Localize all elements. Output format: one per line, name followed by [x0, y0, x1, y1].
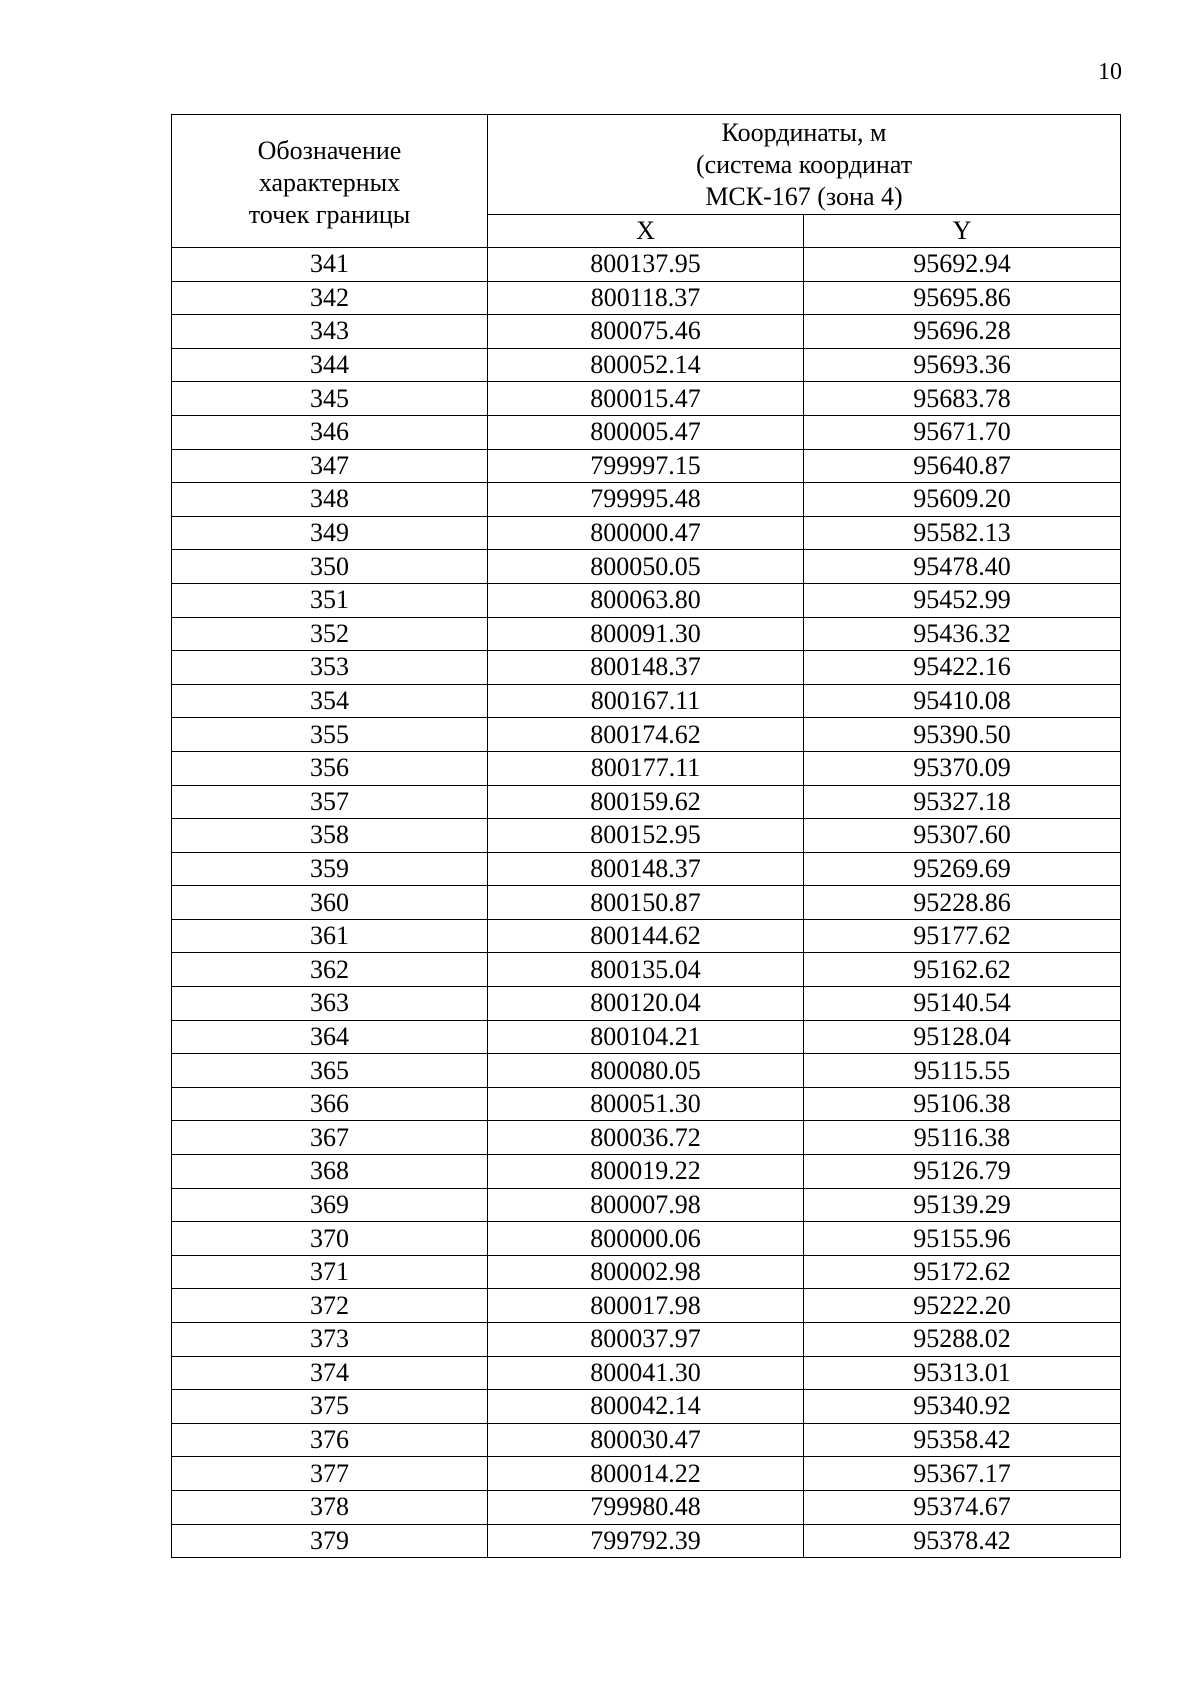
point-cell: 376 [172, 1423, 488, 1457]
x-coordinate-cell: 800000.47 [488, 516, 804, 550]
table-row [172, 449, 1121, 483]
x-coordinate-cell: 800075.46 [488, 315, 804, 349]
point-cell: 366 [172, 1087, 488, 1121]
point-cell: 358 [172, 819, 488, 853]
x-coordinate-cell: 800148.37 [488, 651, 804, 685]
y-coordinate-cell: 95126.79 [804, 1155, 1121, 1189]
y-coordinate-cell: 95696.28 [804, 315, 1121, 349]
point-cell: 375 [172, 1390, 488, 1424]
point-cell: 344 [172, 348, 488, 382]
point-cell: 379 [172, 1524, 488, 1558]
point-cell: 348 [172, 483, 488, 517]
point-cell: 351 [172, 583, 488, 617]
table-row [172, 886, 1121, 920]
y-coordinate-cell: 95671.70 [804, 415, 1121, 449]
header-point-line: характерных [258, 168, 401, 197]
x-coordinate-cell: 800091.30 [488, 617, 804, 651]
header-coords-line: Координаты, м [721, 117, 887, 147]
header-point-line: точек границы [248, 200, 411, 229]
y-coordinate-cell: 95228.86 [804, 886, 1121, 920]
table-row [172, 382, 1121, 416]
y-coordinate-cell: 95367.17 [804, 1457, 1121, 1491]
point-cell: 350 [172, 550, 488, 584]
point-cell: 361 [172, 919, 488, 953]
y-coordinate-cell: 95640.87 [804, 449, 1121, 483]
y-coordinate-cell: 95370.09 [804, 751, 1121, 785]
table-row [172, 1524, 1121, 1558]
header-x: X [488, 215, 804, 248]
point-cell: 347 [172, 449, 488, 483]
table-row [172, 483, 1121, 517]
x-coordinate-cell: 800159.62 [488, 785, 804, 819]
x-coordinate-cell: 800050.05 [488, 550, 804, 584]
table-row [172, 1155, 1121, 1189]
x-coordinate-cell: 800063.80 [488, 583, 804, 617]
x-coordinate-cell: 800144.62 [488, 919, 804, 953]
x-coordinate-cell: 800019.22 [488, 1155, 804, 1189]
x-coordinate-cell: 800148.37 [488, 852, 804, 886]
point-cell: 367 [172, 1121, 488, 1155]
y-coordinate-cell: 95582.13 [804, 516, 1121, 550]
table-row [172, 919, 1121, 953]
point-cell: 356 [172, 751, 488, 785]
y-coordinate-cell: 95172.62 [804, 1255, 1121, 1289]
x-coordinate-cell: 799995.48 [488, 483, 804, 517]
y-coordinate-cell: 95116.38 [804, 1121, 1121, 1155]
coordinates-table [171, 114, 1121, 1558]
x-coordinate-cell: 800104.21 [488, 1020, 804, 1054]
table-row [172, 684, 1121, 718]
x-coordinate-cell: 799997.15 [488, 449, 804, 483]
header-coords-line: (система координат [695, 149, 913, 179]
header-coords-line: МСК-167 (зона 4) [705, 181, 903, 211]
header-coordinates [488, 115, 1121, 215]
table-header [172, 115, 1121, 248]
x-coordinate-cell: 800080.05 [488, 1054, 804, 1088]
x-coordinate-cell: 800174.62 [488, 718, 804, 752]
point-cell: 345 [172, 382, 488, 416]
table-row [172, 1457, 1121, 1491]
point-cell: 359 [172, 852, 488, 886]
table-row [172, 718, 1121, 752]
y-coordinate-cell: 95378.42 [804, 1524, 1121, 1558]
y-coordinate-cell: 95106.38 [804, 1087, 1121, 1121]
x-coordinate-cell: 800017.98 [488, 1289, 804, 1323]
point-cell: 362 [172, 953, 488, 987]
point-cell: 371 [172, 1255, 488, 1289]
table-row [172, 1323, 1121, 1357]
x-coordinate-cell: 800042.14 [488, 1390, 804, 1424]
point-cell: 343 [172, 315, 488, 349]
point-cell: 352 [172, 617, 488, 651]
x-coordinate-cell: 800037.97 [488, 1323, 804, 1357]
y-coordinate-cell: 95609.20 [804, 483, 1121, 517]
x-coordinate-cell: 800150.87 [488, 886, 804, 920]
x-coordinate-cell: 800137.95 [488, 248, 804, 282]
table-row [172, 1289, 1121, 1323]
y-coordinate-cell: 95313.01 [804, 1356, 1121, 1390]
y-coordinate-cell: 95140.54 [804, 987, 1121, 1021]
y-coordinate-cell: 95139.29 [804, 1188, 1121, 1222]
y-coordinate-cell: 95422.16 [804, 651, 1121, 685]
table-row [172, 651, 1121, 685]
y-coordinate-cell: 95222.20 [804, 1289, 1121, 1323]
table-row [172, 785, 1121, 819]
point-cell: 353 [172, 651, 488, 685]
point-cell: 372 [172, 1289, 488, 1323]
header-y: Y [804, 215, 1121, 248]
table-row [172, 1054, 1121, 1088]
x-coordinate-cell: 800118.37 [488, 281, 804, 315]
page-number: 10 [1098, 59, 1122, 85]
x-coordinate-cell: 800152.95 [488, 819, 804, 853]
y-coordinate-cell: 95307.60 [804, 819, 1121, 853]
table-row [172, 415, 1121, 449]
x-coordinate-cell: 800120.04 [488, 987, 804, 1021]
point-cell: 360 [172, 886, 488, 920]
table-row [172, 1087, 1121, 1121]
y-coordinate-cell: 95340.92 [804, 1390, 1121, 1424]
point-cell: 368 [172, 1155, 488, 1189]
x-coordinate-cell: 800030.47 [488, 1423, 804, 1457]
y-coordinate-cell: 95478.40 [804, 550, 1121, 584]
x-coordinate-cell: 800052.14 [488, 348, 804, 382]
table-row [172, 281, 1121, 315]
y-coordinate-cell: 95695.86 [804, 281, 1121, 315]
x-coordinate-cell: 800005.47 [488, 415, 804, 449]
y-coordinate-cell: 95177.62 [804, 919, 1121, 953]
x-coordinate-cell: 800177.11 [488, 751, 804, 785]
point-cell: 370 [172, 1222, 488, 1256]
x-coordinate-cell: 800015.47 [488, 382, 804, 416]
table-row [172, 1356, 1121, 1390]
table-row [172, 819, 1121, 853]
point-cell: 377 [172, 1457, 488, 1491]
x-coordinate-cell: 800051.30 [488, 1087, 804, 1121]
table-row [172, 248, 1121, 282]
table-row [172, 348, 1121, 382]
table-row [172, 1255, 1121, 1289]
point-cell: 378 [172, 1490, 488, 1524]
x-coordinate-cell: 800007.98 [488, 1188, 804, 1222]
x-coordinate-cell: 800000.06 [488, 1222, 804, 1256]
point-cell: 357 [172, 785, 488, 819]
x-coordinate-cell: 799980.48 [488, 1490, 804, 1524]
table-body [172, 248, 1121, 1558]
header-point-designation [172, 115, 488, 248]
y-coordinate-cell: 95128.04 [804, 1020, 1121, 1054]
table-row [172, 1121, 1121, 1155]
point-cell: 374 [172, 1356, 488, 1390]
y-coordinate-cell: 95693.36 [804, 348, 1121, 382]
x-coordinate-cell: 800014.22 [488, 1457, 804, 1491]
point-cell: 363 [172, 987, 488, 1021]
point-cell: 346 [172, 415, 488, 449]
table-row [172, 617, 1121, 651]
y-coordinate-cell: 95374.67 [804, 1490, 1121, 1524]
point-cell: 342 [172, 281, 488, 315]
table-row [172, 516, 1121, 550]
table-row [172, 1423, 1121, 1457]
table-row [172, 1390, 1121, 1424]
table-row [172, 583, 1121, 617]
y-coordinate-cell: 95390.50 [804, 718, 1121, 752]
y-coordinate-cell: 95115.55 [804, 1054, 1121, 1088]
point-cell: 354 [172, 684, 488, 718]
point-cell: 355 [172, 718, 488, 752]
header-point-line: Обозначение [257, 136, 402, 165]
table-row [172, 1222, 1121, 1256]
table-row [172, 852, 1121, 886]
point-cell: 364 [172, 1020, 488, 1054]
y-coordinate-cell: 95436.32 [804, 617, 1121, 651]
table-row [172, 1490, 1121, 1524]
y-coordinate-cell: 95155.96 [804, 1222, 1121, 1256]
x-coordinate-cell: 800041.30 [488, 1356, 804, 1390]
y-coordinate-cell: 95410.08 [804, 684, 1121, 718]
y-coordinate-cell: 95692.94 [804, 248, 1121, 282]
y-coordinate-cell: 95683.78 [804, 382, 1121, 416]
table-row [172, 1188, 1121, 1222]
point-cell: 341 [172, 248, 488, 282]
y-coordinate-cell: 95327.18 [804, 785, 1121, 819]
point-cell: 349 [172, 516, 488, 550]
table-row [172, 1020, 1121, 1054]
y-coordinate-cell: 95162.62 [804, 953, 1121, 987]
point-cell: 369 [172, 1188, 488, 1222]
y-coordinate-cell: 95288.02 [804, 1323, 1121, 1357]
point-cell: 373 [172, 1323, 488, 1357]
x-coordinate-cell: 800135.04 [488, 953, 804, 987]
table-row [172, 550, 1121, 584]
y-coordinate-cell: 95452.99 [804, 583, 1121, 617]
point-cell: 365 [172, 1054, 488, 1088]
y-coordinate-cell: 95269.69 [804, 852, 1121, 886]
table-row [172, 987, 1121, 1021]
x-coordinate-cell: 800036.72 [488, 1121, 804, 1155]
table-row [172, 315, 1121, 349]
x-coordinate-cell: 800002.98 [488, 1255, 804, 1289]
table-row [172, 751, 1121, 785]
table-row [172, 953, 1121, 987]
y-coordinate-cell: 95358.42 [804, 1423, 1121, 1457]
x-coordinate-cell: 799792.39 [488, 1524, 804, 1558]
x-coordinate-cell: 800167.11 [488, 684, 804, 718]
